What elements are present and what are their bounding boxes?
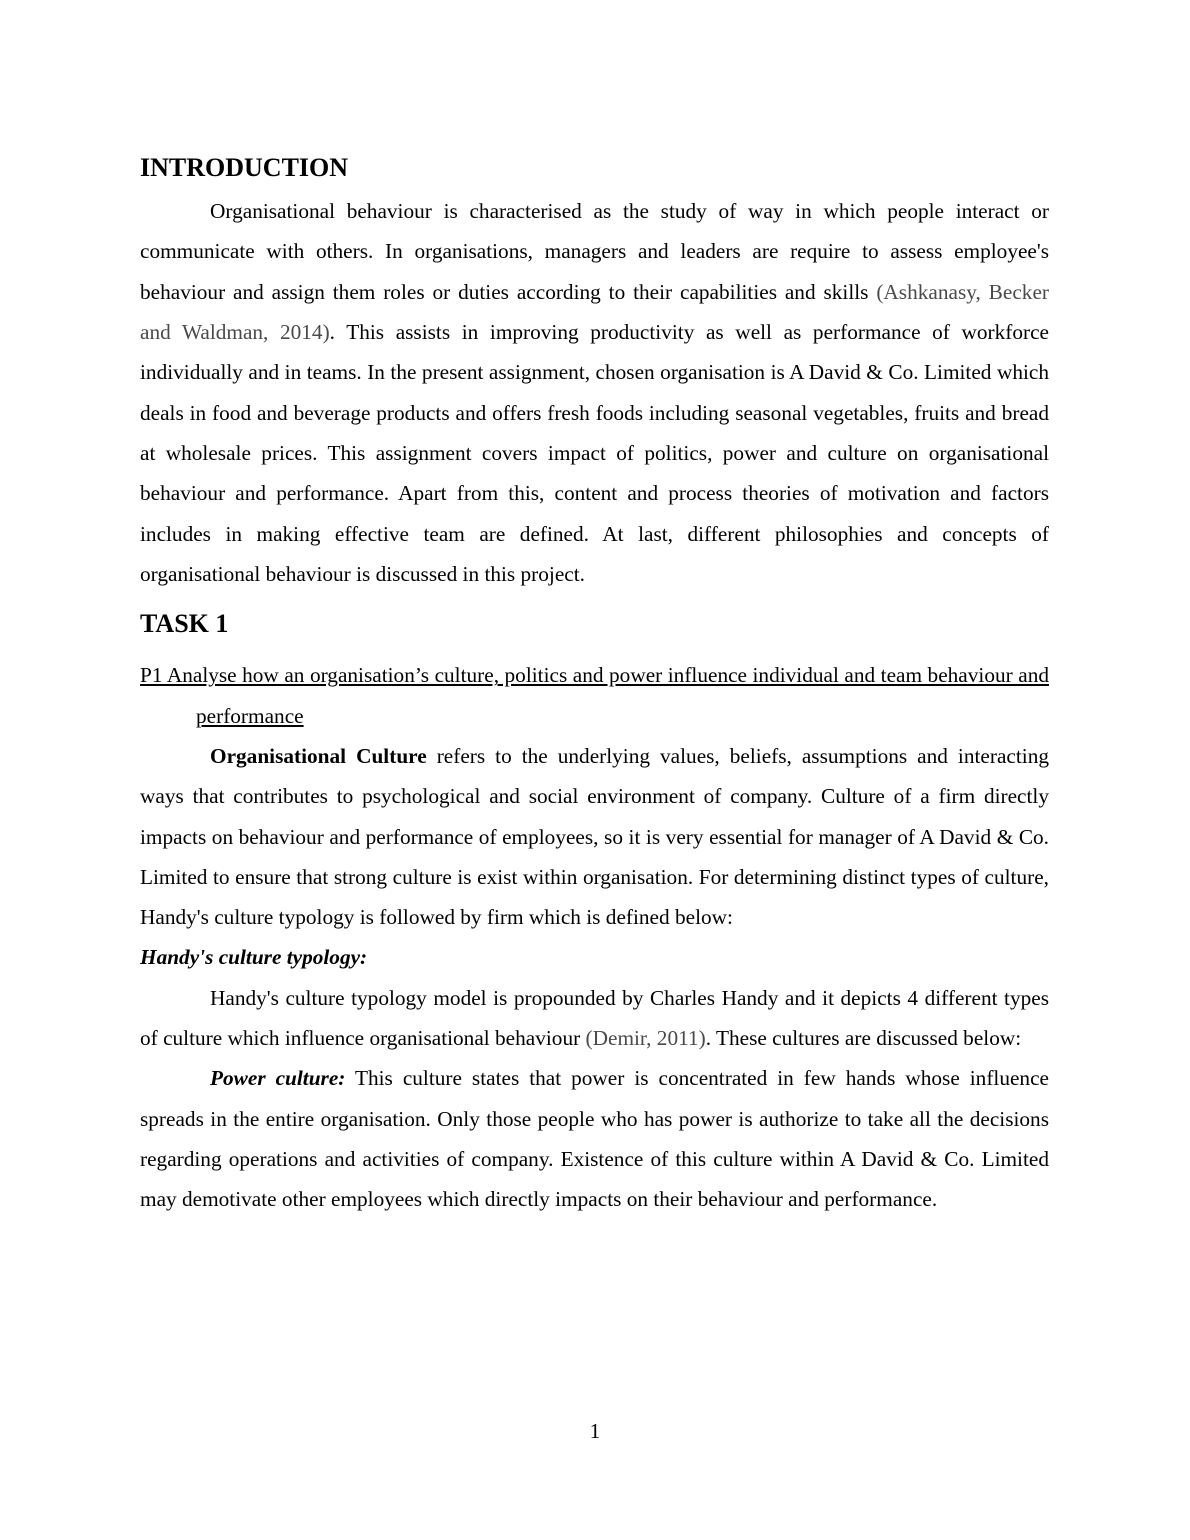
handy-citation: (Demir, 2011)	[585, 1026, 706, 1051]
page-number: 1	[589, 1419, 601, 1443]
document-page	[140, 140, 1049, 1220]
introduction-text-part-1: Organisational behaviour is characterised as the study of way in which people interact or communicate with others. In organisations, managers and leaders are require to assess employee's behaviour and assign them roles or duties according to their capabilities and skills	[140, 199, 1049, 304]
handy-text-part-1: Handy's culture typology model is propounded by Charles Handy and it depicts 4 different types of culture which influence organisational behaviour	[140, 985, 1049, 1051]
introduction-text-part-2: . This assists in improving productivity as well as performance of workforce individually and in teams. In the present assignment, chosen organisation is A David & Co. Limited which deals in food and beverage products and offers fresh foods including seasonal vegetables, fruits and bread at wholesale prices. This assignment covers impact of politics, power and culture on organisational behaviour and performance. Apart from this, content and process theories of motivation and factors includes in making effective team are defined. At last, different philosophies and concepts of organisational behaviour is discussed in this project.	[140, 320, 1049, 586]
p1-subheading: P1 Analyse how an organisation’s culture, politics and power influence individual and team behaviour and performance	[140, 663, 1049, 728]
handy-text-part-2: . These cultures are discussed below:	[705, 1026, 1022, 1051]
introduction-citation: (Ashkanasy, Becker and Waldman, 2014)	[140, 279, 1049, 345]
organisational-culture-term: Organisational Culture	[210, 743, 427, 768]
introduction-heading: INTRODUCTION	[140, 153, 349, 182]
introduction-paragraph	[140, 191, 1049, 594]
handy-typology-heading: Handy's culture typology:	[140, 945, 368, 970]
task-1-heading: TASK 1	[140, 609, 229, 639]
power-culture-text: This culture states that power is concentrated in few hands whose influence spreads in the entire organisation. Only those people who has power is authorize to take all the decisions regarding operations and activities of company. Existence of this culture within A David & Co. Limited may demotivate other employees which directly impacts on their behaviour and performance.	[140, 1066, 1049, 1212]
power-culture-term: Power culture:	[210, 1066, 346, 1091]
handy-typology-paragraph	[140, 978, 1049, 1059]
organisational-culture-paragraph	[140, 736, 1049, 937]
organisational-culture-text: refers to the underlying values, beliefs, assumptions and interacting ways that contributes to psychological and social environment of company. Culture of a firm directly impacts on behaviour and performance of employees, so it is very essential for manager of A David & Co. Limited to ensure that strong culture is exist within organisation. For determining distinct types of culture, Handy's culture typology is followed by firm which is defined below:	[140, 743, 1049, 930]
power-culture-paragraph	[140, 1058, 1049, 1219]
